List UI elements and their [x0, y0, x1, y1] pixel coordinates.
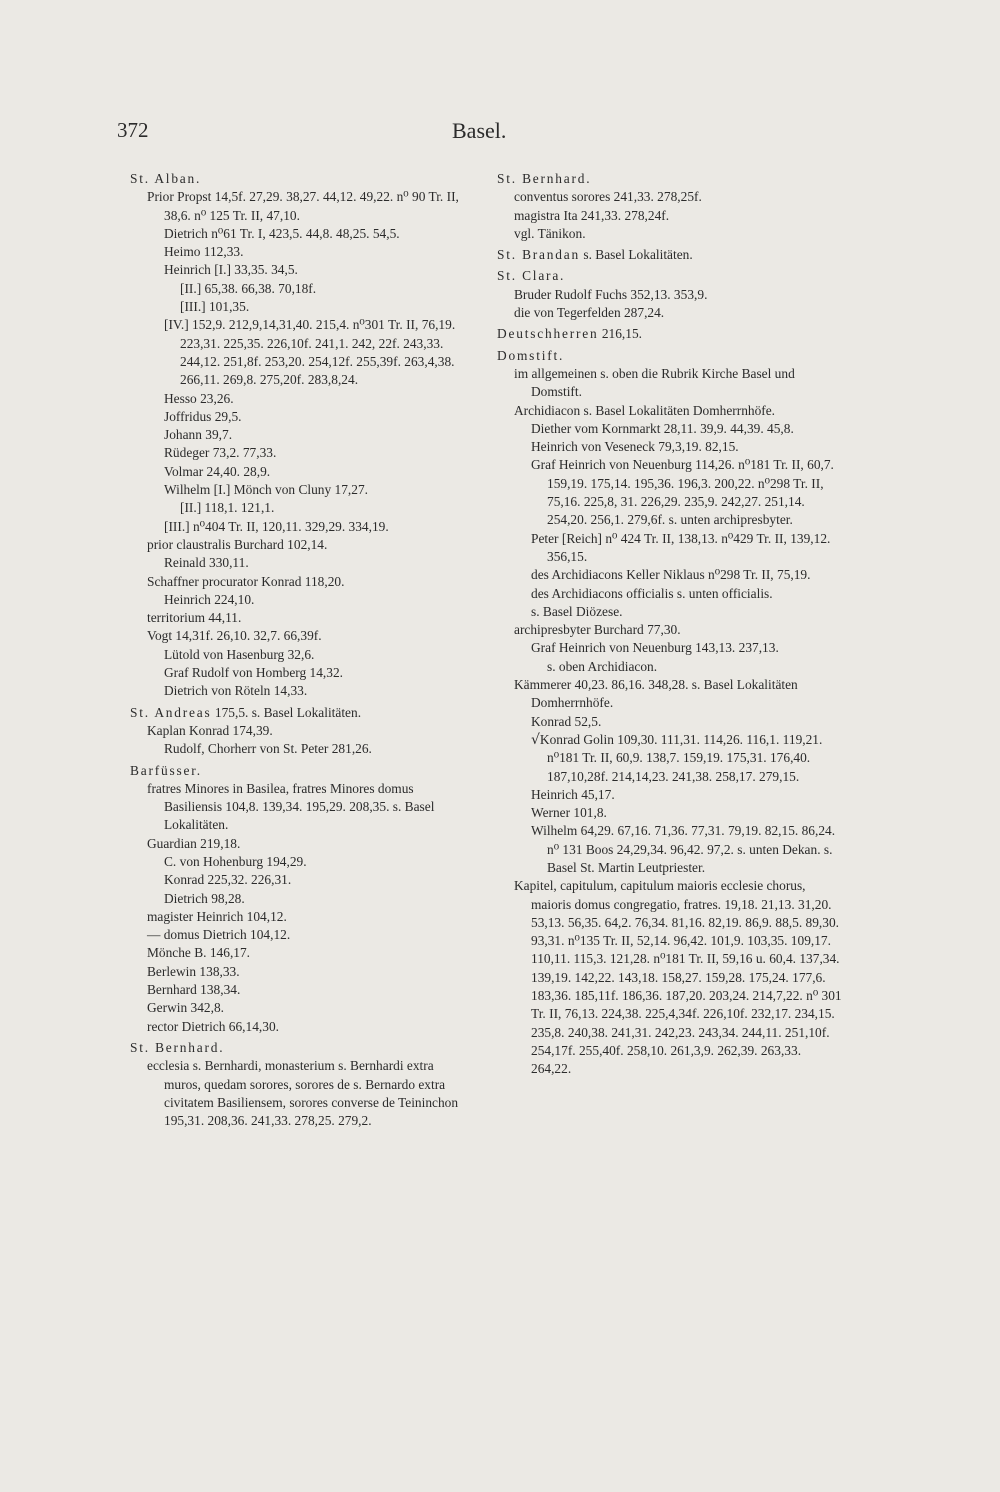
index-entry [497, 603, 842, 621]
entry-text: [III.] 101,35. [180, 299, 250, 315]
entry-text: Heinrich 224,10. [164, 591, 255, 607]
entry-text: Gerwin 342,8. [147, 1000, 224, 1016]
entry-heading: Deutschherren [497, 326, 599, 342]
index-entry [130, 835, 470, 853]
entry-heading: St. Alban. [130, 171, 202, 186]
index-entry [130, 780, 470, 835]
index-entry [497, 225, 842, 243]
index-entry [497, 286, 842, 304]
index-entry [130, 871, 470, 889]
entry-text: Wilhelm [I.] Mönch von Cluny 17,27. [164, 482, 369, 498]
entry-text: Graf Rudolf von Homberg 14,32. [164, 665, 344, 681]
entry-text: Konrad Golin 109,30. 111,31. 114,26. 116,1. 119,21. n⁰181 Tr. II, 60,9. 138,7. 159,19. 175,31. 176,40. 187,10,28f. 214,14,23. 241,38. 258,17. 279,15. [539, 731, 823, 784]
entry-text: Dietrich von Röteln 14,33. [164, 683, 308, 699]
entry-text: Heinrich von Veseneck 79,3,19. 82,15. [531, 439, 739, 455]
entry-text: [II.] 118,1. 121,1. [180, 500, 275, 516]
entry-text: Bruder Rudolf Fuchs 352,13. 353,9. [514, 286, 708, 302]
index-entry [497, 207, 842, 225]
entry-text: 175,5. s. Basel Lokalitäten. [211, 704, 362, 720]
entry-text: Bernhard 138,34. [147, 982, 241, 998]
index-entry [130, 908, 470, 926]
index-entry [130, 981, 470, 999]
entry-text: Konrad 52,5. [531, 713, 602, 729]
entry-text: Volmar 24,40. 28,9. [164, 463, 271, 479]
index-entry [497, 804, 842, 822]
entry-text: magister Heinrich 104,12. [147, 908, 287, 924]
index-entry [130, 463, 470, 481]
index-column-right [497, 170, 842, 1079]
entry-text: Graf Heinrich von Neuenburg 143,13. 237,13. [531, 640, 779, 656]
entry-text: Konrad 225,32. 226,31. [164, 872, 292, 888]
index-entry [130, 426, 470, 444]
index-entry [130, 704, 470, 722]
index-entry [497, 420, 842, 438]
entry-text: archipresbyter Burchard 77,30. [514, 622, 681, 638]
index-entry [130, 390, 470, 408]
index-entry [130, 408, 470, 426]
index-entry [497, 877, 842, 1078]
index-entry [130, 243, 470, 261]
index-entry [497, 325, 842, 343]
index-entry [130, 316, 470, 389]
index-entry [497, 786, 842, 804]
index-entry [497, 347, 842, 365]
index-entry [130, 280, 470, 298]
entry-text: rector Dietrich 66,14,30. [147, 1018, 280, 1034]
index-entry [130, 518, 470, 536]
index-entry [130, 170, 470, 188]
entry-text: s. Basel Diözese. [531, 603, 623, 619]
entry-text: Heinrich 45,17. [531, 786, 615, 802]
entry-text: — domus Dietrich 104,12. [147, 927, 291, 943]
index-entry [130, 1057, 470, 1130]
index-entry [130, 298, 470, 316]
entry-text: Dietrich n⁰61 Tr. I, 423,5. 44,8. 48,25. 54,5. [164, 225, 400, 241]
entry-text: conventus sorores 241,33. 278,25f. [514, 189, 702, 205]
entry-text: 216,15. [598, 326, 643, 342]
entry-text: des Archidiacons Keller Niklaus n⁰298 Tr. II, 75,19. [531, 567, 811, 583]
index-entry [130, 963, 470, 981]
entry-text: Archidiacon s. Basel Lokalitäten Domherrnhöfe. [514, 402, 776, 418]
index-entry [497, 304, 842, 322]
entry-text: Schaffner procurator Konrad 118,20. [147, 573, 345, 589]
entry-text: s. Basel Lokalitäten. [580, 247, 693, 263]
entry-heading: St. Bernhard. [497, 171, 592, 186]
index-entry [497, 170, 842, 188]
index-entry [130, 499, 470, 517]
index-entry [497, 402, 842, 420]
entry-text: Diether vom Kornmarkt 28,11. 39,9. 44,39. 45,8. [531, 420, 794, 436]
index-entry [130, 999, 470, 1017]
index-entry [497, 365, 842, 402]
entry-heading: St. Clara. [497, 268, 566, 284]
entry-text: Wilhelm 64,29. 67,16. 71,36. 77,31. 79,19. 82,15. 86,24. n⁰ 131 Boos 24,29,34. 96,42. 97,2. s. unten Dekan. s. Basel St. Martin Leutpriester. [531, 823, 836, 875]
running-head: Basel. [452, 118, 507, 143]
entry-text: des Archidiacons officialis s. unten officialis. [531, 585, 773, 601]
entry-text: C. von Hohenburg 194,29. [164, 853, 307, 869]
entry-text: s. oben Archidiacon. [547, 658, 658, 674]
entry-text: Kämmerer 40,23. 86,16. 348,28. s. Basel Lokalitäten Domherrnhöfe. [514, 677, 798, 711]
index-entry [497, 566, 842, 584]
index-entry [130, 682, 470, 700]
entry-text: Werner 101,8. [531, 805, 607, 821]
index-entry [130, 188, 470, 225]
index-entry [497, 246, 842, 264]
entry-text: territorium 44,11. [147, 610, 242, 626]
entry-text: Peter [Reich] n⁰ 424 Tr. II, 138,13. n⁰429 Tr. II, 139,12. 356,15. [531, 530, 831, 564]
index-entry [130, 722, 470, 740]
index-entry [497, 188, 842, 206]
index-entry [130, 225, 470, 243]
entry-heading: Domstift. [497, 347, 565, 363]
index-entry [497, 822, 842, 877]
entry-text: Joffridus 29,5. [164, 408, 242, 424]
index-entry [130, 926, 470, 944]
entry-text: [IV.] 152,9. 212,9,14,31,40. 215,4. n⁰301 Tr. II, 76,19. 223,31. 225,35. 226,10f. 241,1. 242, 22f. 243,33. 244,12. 251,8f. 253,20. 254,12f. 255,39f. 263,4,38. 266,11. 269,8. 275,20f. 283,8,24. [164, 317, 456, 388]
index-entry [130, 609, 470, 627]
index-entry [130, 444, 470, 462]
entry-text: Johann 39,7. [164, 427, 233, 443]
index-entry [497, 639, 842, 657]
index-entry [497, 713, 842, 731]
index-entry [130, 664, 470, 682]
index-entry [130, 646, 470, 664]
entry-heading: Barfüsser. [130, 762, 202, 778]
entry-text: prior claustralis Burchard 102,14. [147, 536, 328, 552]
entry-text: magistra Ita 241,33. 278,24f. [514, 207, 670, 223]
entry-text: Lütold von Hasenburg 32,6. [164, 646, 315, 662]
entry-heading: St. Brandan [497, 247, 581, 263]
entry-text: Heinrich [I.] 33,35. 34,5. [164, 262, 298, 278]
entry-text: fratres Minores in Basilea, fratres Minores domus Basiliensis 104,8. 139,34. 195,29. 208,35. s. Basel Lokalitäten. [147, 780, 435, 833]
entry-text: Dietrich 98,28. [164, 890, 245, 906]
entry-text: Rudolf, Chorherr von St. Peter 281,26. [164, 741, 372, 757]
index-entry [130, 554, 470, 572]
entry-text: Hesso 23,26. [164, 390, 234, 406]
index-entry [497, 621, 842, 639]
index-entry [497, 267, 842, 285]
index-entry [130, 573, 470, 591]
entry-text: Reinald 330,11. [164, 555, 249, 571]
index-entry [497, 456, 842, 529]
index-entry [497, 731, 842, 786]
index-entry [130, 1018, 470, 1036]
index-entry [130, 890, 470, 908]
index-entry [130, 627, 470, 645]
index-entry [130, 536, 470, 554]
entry-text: Vogt 14,31f. 26,10. 32,7. 66,39f. [147, 628, 322, 644]
index-column-left [130, 170, 470, 1130]
entry-text: Mönche B. 146,17. [147, 945, 251, 961]
index-entry [497, 585, 842, 603]
index-entry [130, 481, 470, 499]
entry-text: ecclesia s. Bernhardi, monasterium s. Bernhardi extra muros, quedam sorores, sorores de s. Bernardo extra civitatem Basiliensem, sorores converse de Teininchon 195,31. 208,36. 241,33. 278,25. 279,2. [147, 1058, 459, 1129]
index-entry [497, 530, 842, 567]
index-entry [130, 1039, 470, 1057]
entry-text: Kapitel, capitulum, capitulum maioris ecclesie chorus, maioris domus congregatio, fratres. 19,18. 21,13. 31,20. 53,13. 56,35. 64,2. 76,34. 81,16. 82,19. 86,9. 88,5. 89,30. 93,31. n⁰135 Tr. II, 52,14. 96,42. 101,9. 103,35. 109,17. 110,11. 115,3. 121,28. n⁰181 Tr. II, 59,16 u. 60,4. 137,34. 139,19. 142,22. 143,18. 158,27. 159,28. 175,24. 177,6. 183,36. 185,11f. 186,36. 187,20. 203,24. 214,7,22. n⁰ 301 Tr. II, 76,13. 224,38. 225,4,34f. 226,10f. 232,17. 234,15. 235,8. 240,38. 241,31. 242,23. 243,34. 244,11. 251,10f. 254,17f. 255,40f. 258,10. 261,3,9. 262,39. 263,33. 264,22. [514, 878, 842, 1077]
entry-text: Graf Heinrich von Neuenburg 114,26. n⁰181 Tr. II, 60,7. 159,19. 175,14. 195,36. 196,3. 200,22. n⁰298 Tr. II, 75,16. 225,8, 31. 226,29. 235,9. 242,27. 251,14. 254,20. 256,1. 279,6f. s. unten archipresbyter. [531, 457, 834, 528]
entry-text: Rüdeger 73,2. 77,33. [164, 445, 277, 461]
index-entry [130, 944, 470, 962]
entry-text: im allgemeinen s. oben die Rubrik Kirche Basel und Domstift. [514, 365, 795, 400]
entry-heading: St. Bernhard. [130, 1039, 225, 1055]
entry-text: die von Tegerfelden 287,24. [514, 305, 665, 321]
entry-text: Guardian 219,18. [147, 835, 241, 851]
entry-text: vgl. Tänikon. [514, 225, 586, 241]
index-entry [130, 261, 470, 279]
index-entry [130, 762, 470, 780]
index-entry [130, 740, 470, 758]
entry-text: Berlewin 138,33. [147, 963, 240, 979]
entry-text: Kaplan Konrad 174,39. [147, 722, 273, 738]
entry-text: [II.] 65,38. 66,38. 70,18f. [180, 280, 317, 296]
index-entry [497, 676, 842, 713]
entry-heading: St. Andreas [130, 704, 212, 720]
index-entry [497, 658, 842, 676]
page-number: 372 [117, 118, 149, 142]
entry-text: Prior Propst 14,5f. 27,29. 38,27. 44,12. 49,22. n⁰ 90 Tr. II, 38,6. n⁰ 125 Tr. II, 47,10. [147, 189, 459, 223]
index-entry [130, 853, 470, 871]
entry-text: Heimo 112,33. [164, 244, 244, 260]
index-entry [497, 438, 842, 456]
index-entry [130, 591, 470, 609]
checkmark-annotation: √ [531, 731, 540, 748]
entry-text: [III.] n⁰404 Tr. II, 120,11. 329,29. 334,19. [164, 518, 389, 534]
